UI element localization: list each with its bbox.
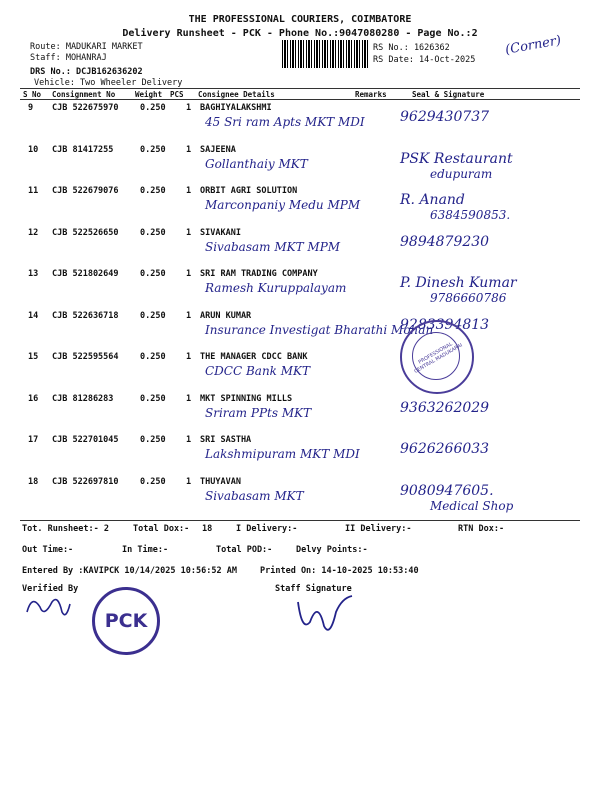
col-sno: S No (23, 90, 42, 99)
row-consignee-name: BAGHIYALAKSHMI (200, 103, 272, 113)
row-consignee-address: CDCC Bank MKT (205, 364, 311, 378)
row-consignment-no: CJB 81417255 (52, 144, 114, 155)
row-seal-signature: 9894879230 (400, 233, 490, 250)
col-seal: Seal & Signature (412, 90, 485, 99)
col-remarks: Remarks (355, 90, 387, 99)
row-weight: 0.250 (140, 103, 166, 113)
row-seal-signature: R. Anand (400, 192, 465, 208)
row-consignee-name: ORBIT AGRI SOLUTION (200, 186, 298, 196)
row-sno: 14 (28, 310, 39, 321)
row-consignment-no: CJB 521802649 (52, 269, 119, 279)
tot-runsheet: Tot. Runsheet:- 2 (22, 524, 109, 534)
row-weight: 0.250 (140, 227, 166, 238)
runsheet-subtitle: Delivery Runsheet - PCK - Phone No.:9047080280 - Page No.:2 (122, 28, 478, 39)
corner-note: (Corner) (504, 33, 563, 58)
total-dox-value: 18 (202, 524, 213, 534)
row-consignment-no: CJB 522679076 (52, 186, 119, 196)
col-weight: Weight (135, 90, 163, 99)
row-consignee-name: SRI SASTHA (200, 435, 252, 445)
row-consignment-no: CJB 81286283 (52, 393, 114, 404)
row-consignee-address: Sivabasam MKT (205, 488, 304, 503)
total-dox-label: Total Dox:- (133, 524, 190, 534)
out-time-label: Out Time:- (22, 545, 74, 555)
col-consignee: Consignee Details (198, 90, 275, 99)
row-consignee-name: SRI RAM TRADING COMPANY (200, 269, 318, 279)
row-consignee-name: SAJEENA (200, 144, 236, 155)
row-sno: 13 (28, 269, 39, 279)
staff-signature-mark (290, 592, 360, 642)
delvy-points-label: Delvy Points:- (296, 545, 368, 555)
row-pcs: 1 (186, 476, 192, 487)
row-consignee-name: ARUN KUMAR (200, 310, 252, 321)
row-seal-signature: PSK Restaurant (400, 150, 513, 167)
route-label: Route: MADUKARI MARKET (30, 42, 143, 52)
row-consignment-no: CJB 522636718 (52, 310, 119, 321)
row-pcs: 1 (186, 435, 192, 445)
row-seal-signature-extra: 9786660786 (430, 291, 507, 305)
row-consignment-no: CJB 522595564 (52, 352, 119, 362)
row-pcs: 1 (186, 103, 192, 113)
row-seal-signature-extra: 6384590853. (430, 208, 511, 222)
staff-signature-label: Staff Signature (275, 584, 352, 594)
col-consignment: Consignment No (52, 90, 116, 99)
i-delivery-label: I Delivery:- (236, 524, 298, 534)
row-sno: 18 (28, 476, 39, 487)
row-seal-signature-extra: edupuram (430, 166, 493, 181)
row-consignee-name: MKT SPINNING MILLS (200, 393, 293, 404)
staff-label: Staff: MOHANRAJ (30, 53, 107, 63)
row-weight: 0.250 (140, 269, 166, 279)
row-consignment-no: CJB 522697810 (52, 476, 119, 487)
row-consignment-no: CJB 522701045 (52, 435, 119, 445)
row-consignee-address: Lakshmipuram MKT MDI (205, 447, 360, 461)
total-pod-label: Total POD:- (216, 545, 273, 555)
row-seal-signature: P. Dinesh Kumar (400, 275, 517, 291)
round-stamp-text: PROFESSIONAL CENTRAL MADUKARAI (413, 341, 464, 375)
entered-by: Entered By :KAVIPCK 10/14/2025 10:56:52 AM (22, 566, 237, 576)
row-consignee-address: Insurance Investigat Bharathi Mohan (205, 322, 434, 337)
row-consignee-address: Sriram PPts MKT (205, 405, 312, 420)
row-seal-signature-extra: Medical Shop (430, 498, 514, 513)
rtn-dox-label: RTN Dox:- (458, 524, 505, 534)
row-consignment-no: CJB 522675970 (52, 103, 119, 113)
row-seal-signature: 9363262029 (400, 399, 490, 416)
row-consignment-no: CJB 522526650 (52, 227, 119, 238)
row-weight: 0.250 (140, 310, 166, 321)
row-consignee-name: SIVAKANI (200, 227, 241, 238)
row-pcs: 1 (186, 186, 192, 196)
rs-no-label: RS No.: 1626362 (373, 43, 450, 53)
company-title: THE PROFESSIONAL COURIERS, COIMBATORE (188, 14, 412, 25)
row-sno: 10 (28, 144, 39, 155)
row-pcs: 1 (186, 227, 192, 238)
ii-delivery-label: II Delivery:- (345, 524, 412, 534)
row-consignee-address: 45 Sri ram Apts MKT MDI (205, 115, 365, 129)
row-consignee-address: Sivabasam MKT MPM (205, 239, 341, 254)
row-pcs: 1 (186, 393, 192, 404)
round-stamp (400, 320, 474, 394)
row-seal-signature: 9626266033 (400, 441, 490, 457)
row-seal-signature: 9283394813 (400, 316, 490, 333)
row-sno: 9 (28, 103, 34, 113)
row-weight: 0.250 (140, 352, 166, 362)
row-consignee-name: THUYAVAN (200, 476, 241, 487)
row-sno: 11 (28, 186, 39, 196)
in-time-label: In Time:- (122, 545, 169, 555)
col-pcs: PCS (170, 90, 184, 99)
row-consignee-address: Ramesh Kuruppalayam (205, 281, 347, 295)
row-pcs: 1 (186, 352, 192, 362)
row-weight: 0.250 (140, 476, 166, 487)
row-consignee-address: Marconpaniy Medu MPM (205, 198, 361, 212)
row-consignee-address: Gollanthaiy MKT (205, 156, 308, 171)
row-weight: 0.250 (140, 144, 166, 155)
row-weight: 0.250 (140, 186, 166, 196)
row-seal-signature: 9629430737 (400, 109, 490, 125)
row-sno: 15 (28, 352, 39, 362)
drs-label: DRS No.: DCJB162636202 (30, 67, 143, 77)
vehicle-label: Vehicle: Two Wheeler Delivery (34, 78, 183, 88)
printed-on: Printed On: 14-10-2025 10:53:40 (260, 566, 419, 576)
row-pcs: 1 (186, 269, 192, 279)
verified-signature (22, 592, 72, 622)
row-consignee-name: THE MANAGER CDCC BANK (200, 352, 308, 362)
row-weight: 0.250 (140, 393, 166, 404)
row-pcs: 1 (186, 144, 192, 155)
barcode (282, 40, 370, 68)
row-seal-signature: 9080947605. (400, 482, 494, 499)
row-sno: 16 (28, 393, 39, 404)
row-weight: 0.250 (140, 435, 166, 445)
row-sno: 17 (28, 435, 39, 445)
verified-by-label: Verified By (22, 584, 79, 594)
row-sno: 12 (28, 227, 39, 238)
row-pcs: 1 (186, 310, 192, 321)
pck-stamp: PCK (92, 587, 160, 655)
rs-date-label: RS Date: 14-Oct-2025 (373, 55, 476, 65)
